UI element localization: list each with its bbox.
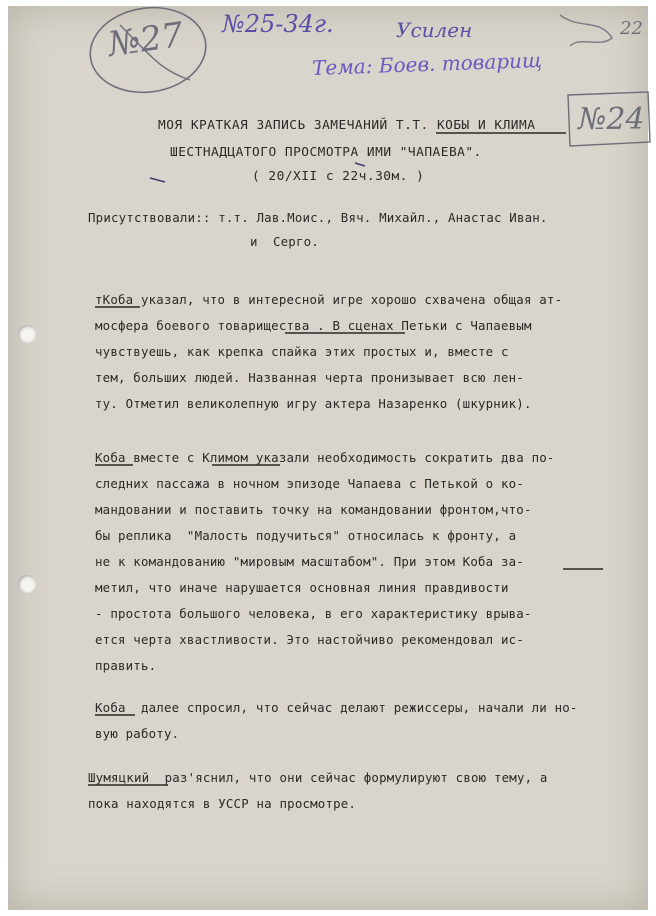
handwritten-box-number: №24 [578,102,645,137]
para3-line-1: Коба далее спросил, что сейчас делают режиссеры, начали ли но- [95,700,578,715]
title-line-1: МОЯ КРАТКАЯ ЗАПИСЬ ЗАМЕЧАНИЙ Т.Т. КОБЫ И КЛИМА [158,118,536,133]
para2-line-3: мандовании и поставить точку на командовании фронтом,что- [95,502,532,517]
handwritten-topic: Тема: Боев. товарищ [311,47,543,81]
para3-line-2: вую работу. [95,726,180,741]
para2-line-2: следних пассажа в ночном эпизоде Чапаева с Петькой о ко- [95,476,524,491]
para2-line-5: не к командованию "мировым масштабом". При этом Коба за- [95,554,524,569]
para1-line-4: тем, больших людей. Названная черта пронизывает всю лен- [95,370,524,385]
title-line-3: ( 20/XII с 22ч.30м. ) [252,169,425,184]
para4-line-1: Шумяцкий раз'яснил, что они сейчас формулируют свою тему, а [88,770,548,785]
para1-line-3: чувствуешь, как крепка спайка этих простых и, вместе с [95,344,509,359]
handwritten-note: Усилен [396,18,473,42]
attendees-line-2: и Серго. [250,234,319,249]
handwritten-page-number: 22 [620,18,643,39]
para2-line-4: бы реплика "Малость подучиться" относилась к фронту, а [95,528,517,543]
handwritten-file-number: №25-34г. [222,10,334,38]
para2-line-8: ется черта хвастливости. Это настойчиво рекомендовал ис- [95,632,524,647]
attendees-names: т.т. Лав.Моис., Вяч. Михайл., Анастас Иван. [210,210,548,225]
attendees-label: Присутствовали:: [88,210,211,225]
title-line-2: ШЕСТНАДЦАТОГО ПРОСМОТРА ИМИ "ЧАПАЕВА". [170,145,482,160]
handwritten-archive-number: №27 [105,14,186,66]
para4-line-2: пока находятся в УССР на просмотре. [88,796,357,811]
para1-line-1: тКоба указал, что в интересной игре хорошо схвачена общая ат- [95,292,563,307]
para1-line-2: мосфера боевого товарищества . В сценах Петьки с Чапаевым [95,318,532,333]
para2-line-9: править. [95,658,157,673]
para2-line-1: Коба вместе с Климом указали необходимость сократить два по- [95,450,555,465]
para2-line-6: метил, что иначе нарушается основная линия правдивости [95,580,509,595]
para1-line-5: ту. Отметил великолепную игру актера Назаренко (шкурник). [95,396,532,411]
para2-line-7: - простота большого человека, в его характеристику врыва- [95,606,532,621]
